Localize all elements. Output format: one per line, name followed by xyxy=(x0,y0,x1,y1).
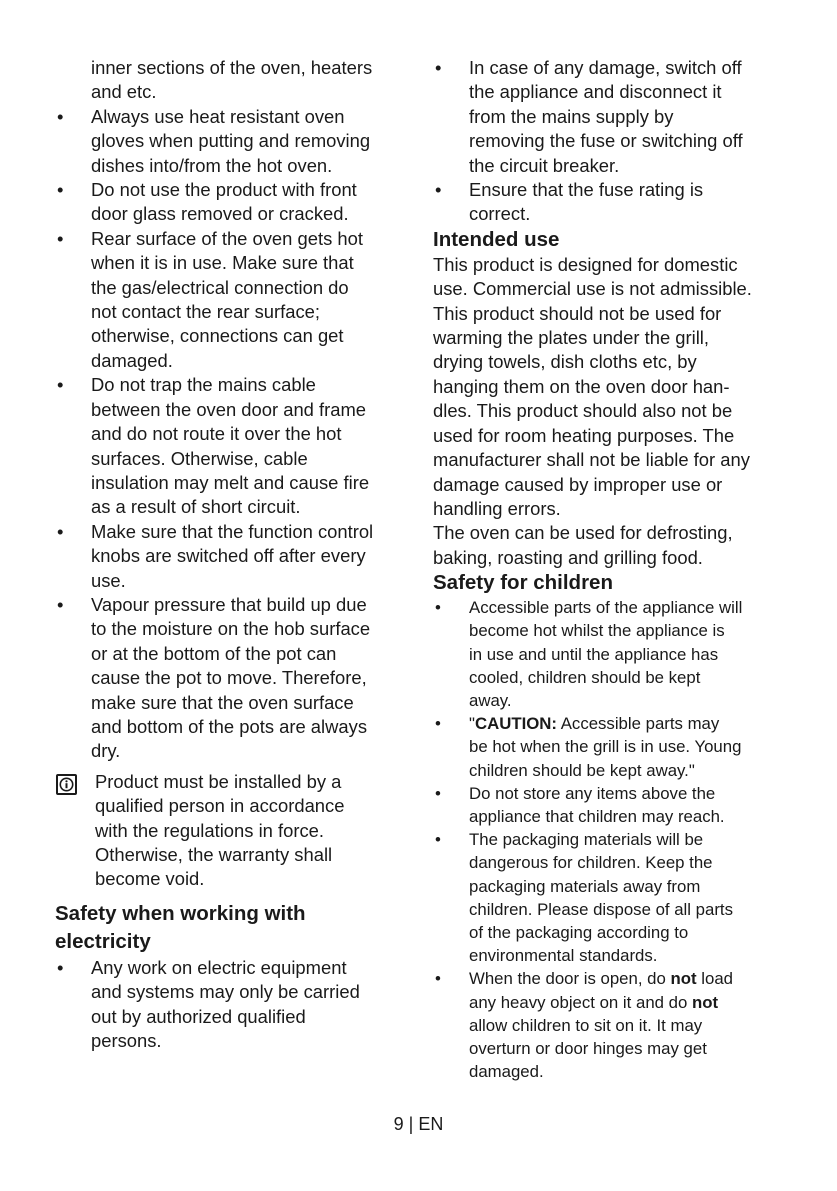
list-item: • Do not use the product with front door glass removed or cracked. xyxy=(55,178,410,227)
list-item: • Make sure that the function control knobs are switched off after every use. xyxy=(55,520,410,593)
list-item: • In case of any damage, switch off the appliance and disconnect it from the mains supply by removing the fuse or switching off the circuit breaker. xyxy=(433,56,798,178)
list-item: • When the door is open, do not load any heavy object on it and do not allow children to sit on it. It may overturn or door hinges may get damaged. xyxy=(433,967,798,1083)
list-item: • Do not store any items above the appliance that children may reach. xyxy=(433,782,798,828)
list-item: • Vapour pressure that build up due to the moisture on the hob surface or at the bottom of the pot can cause the pot to move. Therefore, make sure that the oven surface and bottom of the pots are always dry. xyxy=(55,593,410,764)
heading-electricity-safety: Safety when working with electricity xyxy=(55,901,306,953)
continued-text: inner sections of the oven, heaters and etc. xyxy=(91,57,373,103)
caution-label: CAUTION: xyxy=(474,714,557,734)
list-item: • The packaging materials will be dangerous for children. Keep the packaging materials away from children. Please dispose of all parts of the packaging according to environmental standards. xyxy=(433,828,798,967)
list-item: • Accessible parts of the appliance will become hot whilst the appliance is in use and until the appliance has cooled, children should be kept away. xyxy=(433,596,798,712)
list-item: • Always use heat resistant oven gloves when putting and removing dishes into/from the hot oven. xyxy=(55,105,410,178)
note-text: Product must be installed by a qualified person in accordance with the regulations in force. Otherwise, the warranty shall become void. xyxy=(95,770,345,890)
right-column xyxy=(433,56,798,1083)
info-icon xyxy=(56,774,77,795)
page-number: 9 | EN xyxy=(393,1114,444,1134)
left-column xyxy=(55,56,410,1053)
list-item: • Ensure that the fuse rating is correct. xyxy=(433,178,798,227)
list-item: • Do not trap the mains cable between the oven door and frame and do not route it over the hot surfaces. Otherwise, cable insulation may melt and cause fire as a result of short circuit. xyxy=(55,373,410,519)
list-item-caution: • "CAUTION: Accessible parts may be hot when the grill is in use. Young children should be kept away." xyxy=(433,712,798,782)
intended-use-text: This product is designed for domestic use. Commercial use is not admissible. This product should not be used for warming the plates under the grill, drying towels, dish cloths etc, by hanging them on the oven door han- dles. This product should also not be used for room heating purposes. The manufacturer shall not be liable for any damage caused by improper use or handling errors. The oven can be used for defrosting, baking, roasting and grilling food. xyxy=(433,253,752,568)
list-item: • Rear surface of the oven gets hot when it is in use. Make sure that the gas/electrical connection do not contact the rear surface; otherwise, connections can get damaged. xyxy=(55,227,410,373)
heading-intended-use: Intended use xyxy=(433,227,560,251)
list-item: • Any work on electric equipment and systems may only be carried out by authorized qualified persons. xyxy=(55,956,410,1054)
heading-safety-for-children: Safety for children xyxy=(433,571,613,595)
installation-note xyxy=(55,770,410,892)
